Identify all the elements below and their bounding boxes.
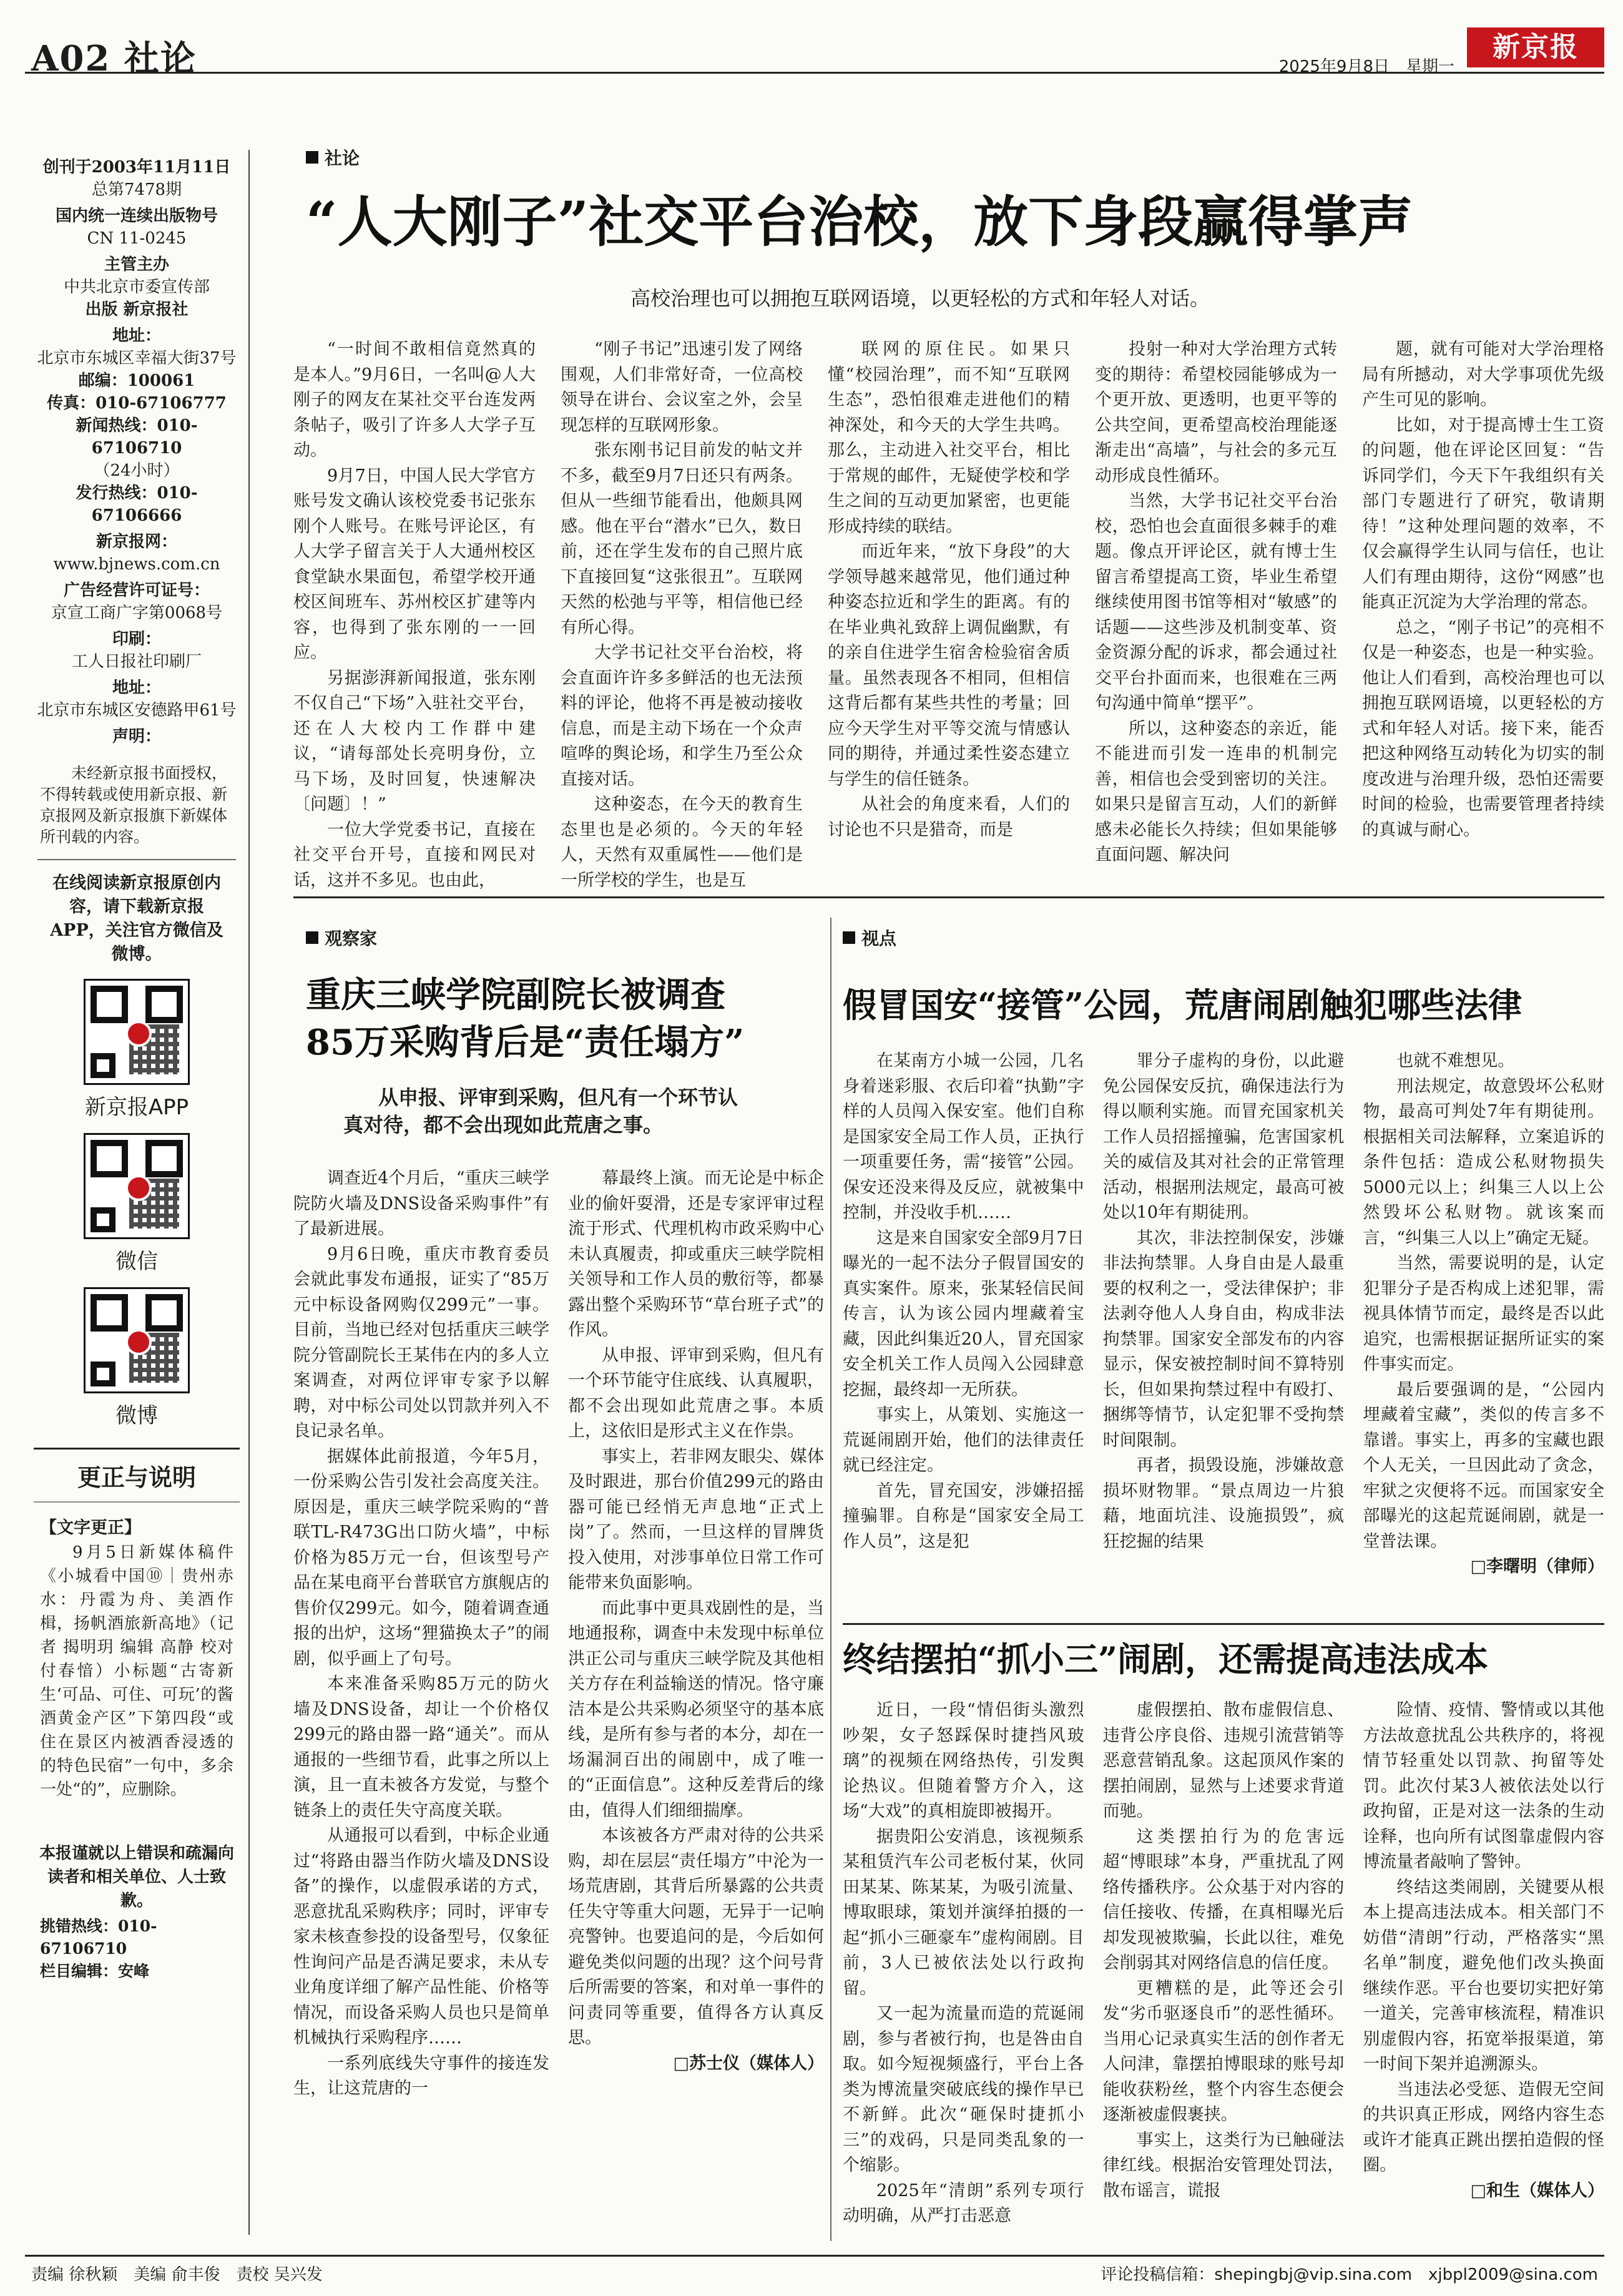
viewpoint-tag-label: 视点 [861,928,897,949]
observer-subhead-line1: 从申报、评审到采购，但凡有一个环节认 [378,1086,738,1109]
paragraph: 当违法必受惩、造假无空间的共识真正形成，网络内容生态或许才能真正跳出摆拍造假的怪圈。 [1363,2079,1604,2175]
editorial-tag [306,145,360,170]
paragraph: 罪分子虚构的身份，以此避免公园保安反抗，确保违法行为得以顺利实施。而冒充国家机关工作人员招摇撞骗，危害国家机关的威信及其对社会的正常管理活动，根据刑法规定，最高可被处以10年有期徒刑。 [1102,1051,1345,1222]
sponsor-label: 主管主办 [104,255,169,274]
viewpoint-article2-body [843,1698,1604,2241]
article-column [843,1698,1084,2241]
paragraph: 投射一种对大学治理方式转变的期待：希望校园能够成为一个更开放、更透明，也更平等的公共空间，更希望高校治理能逐渐走出“高墙”，与社会的多元互动形成良性循环。 [1095,340,1337,486]
paragraph: 另据澎湃新闻报道，张东刚不仅自己“下场”入驻社交平台，还在人大校内工作群中建议，“请每部处长亮明身份，立马下场，及时回复，快速解决〔问题〕！” [293,668,536,814]
article-column [1095,337,1337,874]
paragraph: 从社会的角度来看，人们的讨论也不只是猎奇，而是 [828,795,1070,840]
observer-headline-line1: 重庆三峡学院副院长被调查 [306,974,725,1016]
correction-title: 更正与说明 [34,1448,240,1503]
footer-editors: 责编 徐秋颖 美编 俞丰俊 责校 吴兴发 [31,2265,323,2284]
copyright-statement [25,763,248,848]
paragraph: □李曙明（律师） [1470,1557,1604,1576]
paragraph: 近日，一段“情侣街头激烈吵架，女子怒踩保时捷挡风玻璃”的视频在网络热传，引发舆论热议。但随着警方介入，这场“大戏”的真相旋即被揭开。 [843,1700,1084,1821]
paragraph: 从通报可以看到，中标企业通过“将路由器当作防火墙及DNS设备”的操作，以虚假承诺的方式，恶意扰乱采购秩序；同时，评审专家未核查参投的设备型号，仅象征性询问产品是否满足要求，未从专业角度详细了解产品性能、价格等情况，而设备采购人员也只是简单机械执行采购程序…… [293,1826,549,2048]
observer-subhead-line2: 真对待，都不会出现如此荒唐之事。 [343,1113,664,1137]
correction-text [25,1541,248,1802]
wechat-qr-label: 微信 [115,1249,158,1274]
paragraph: 虚假摆拍、散布虚假信息、违背公序良俗、违规引流营销等恶意营销乱象。这起顶风作案的摆拍闹剧，显然与上述要求背道而驰。 [1102,1700,1345,1821]
observer-tag [306,925,377,950]
wechat-qr-code[interactable] [84,1133,190,1239]
viewpoint-article1-body [843,1049,1604,1611]
paragraph: 联网的原住民。如果只懂“校园治理”，而不知“互联网生态”，恐怕很难走进他们的精神深处，和今天的大学生共鸣。那么，主动进入社交平台，相比于常规的邮件，无疑使学校和学生之间的互动更加紧密，也更能形成持续的联结。 [828,340,1070,536]
paragraph: 9月7日，中国人民大学官方账号发文确认该校党委书记张东刚个人账号。在账号评论区，有人大学子留言关于人大通州校区食堂缺水果面包，希望学校开通校区间班车、苏州校区扩建等内容，也得到了张东刚的一一回应。 [293,466,536,662]
correction-phone: 挑错热线：010-67106710 [40,1917,157,1958]
ad-license: 京宣工商广字第0068号 [51,604,223,622]
paragraph: “刚子书记”迅速引发了网络围观，人们非常好奇，一位高校领导在讲台、会议室之外，会呈现怎样的互联网形象。 [561,340,803,435]
address-label: 地址： [112,326,161,345]
page-footer [25,2255,1604,2284]
app-qr-code[interactable] [84,979,190,1085]
column-editor: 栏目编辑：安峰 [40,1962,150,1980]
paragraph: 一位大学党委书记，直接在社交平台开号，直接和网民对话，这并不多见。也由此， [293,820,536,890]
paragraph: 刑法规定，故意毁坏公私财物，最高可判处7年有期徒刑。根据相关司法解释，立案追诉的条件包括：造成公私财物损失5000元以上；纠集三人以上公然毁坏公私财物。就该案而言，“纠集三人以上”确定无疑。 [1363,1076,1604,1248]
article-column [1362,337,1604,874]
viewpoint-tag [843,925,896,950]
article-column [1363,1698,1604,2241]
paragraph: □和生（媒体人） [1470,2181,1604,2200]
paragraph: 总之，“刚子书记”的亮相不仅是一种姿态，也是一种实验。他让人们看到，高校治理也可以拥抱互联网语境，以更轻松的方式和年轻人对话。接下来，能否把这种网络互动转化为切实的制度改进与治理升级，恐怕还需要时间的检验，也需要管理者持续的真诚与耐心。 [1362,617,1604,840]
page-section-label: A02 社论 [31,38,197,79]
paragraph: 据媒体此前报道，今年5月，一份采购公告引发社会高度关注。原因是，重庆三峡学院采购的“普联TL-R473G出口防火墙”，中标价格为85万元一台，但该型号产品在某电商平台普联官方旗舰店的售价仅299元。如今，随着调查通报的出炉，这场“狸猫换太子”的闹剧，似乎画上了句号。 [293,1446,549,1669]
article-column [293,1166,549,2240]
ad-license-label: 广告经营许可证号： [63,581,210,600]
weibo-qr-code[interactable] [84,1287,190,1393]
paragraph: 当然，需要说明的是，认定犯罪分子是否构成上述犯罪，需视具体情节而定，最终是否以此追究，也需根据证据所证实的案件事实而定。 [1363,1253,1604,1374]
correction-tag: 【文字更正】 [40,1518,141,1538]
article-column [1103,1698,1345,2241]
printer: 工人日报社印刷厂 [71,652,202,671]
paragraph: 这类摆拍行为的危害远超“博眼球”本身，严重扰乱了网络传播秩序。公众基于对内容的信任接收、传播，在真相曝光后却发现被欺骗，长此以往，难免会削弱其对网络信息的信任度。 [1102,1827,1345,1973]
paragraph: 险情、疫情、警情或以其他方法故意扰乱公共秩序的，将视情节轻重处以罚款、拘留等处罚。此次付某3人被依法处以行政拘留，正是对这一法条的生动诠释，也向所有试图靠虚假内容博流量者敲响了警钟。 [1363,1700,1604,1872]
paragraph: 事实上，从策划、实施这一荒诞闹剧开始，他们的法律责任就已经注定。 [843,1405,1084,1475]
website-label: 新京报网： [96,532,177,551]
paragraph: 首先，冒充国安，涉嫌招摇撞骗罪。自称是“国家安全局工作人员”，这是犯 [843,1481,1084,1551]
paragraph: 终结这类闹剧，关键要从根本上提高违法成本。相关部门不妨借“清朗”行动，严格落实“黑名单”制度，避免他们改头换面继续作恶。平台也要切实把好第一道关，完善审核流程，精准识别虚假内容，拓宽举报渠道，第一时间下架并追溯源头。 [1363,1877,1604,2074]
article-column [1363,1049,1604,1611]
cn-label: 国内统一连续出版物号 [55,207,218,225]
paragraph: 更糟糕的是，此等还会引发“劣币驱逐良币”的恶性循环。当用心记录真实生活的创作者无人问津，靠摆拍博眼球的账号却能收获粉丝，整个内容生态便会逐渐被虚假裹挟。 [1102,1978,1345,2124]
article-column [843,1049,1084,1611]
article-divider [843,1623,1604,1625]
sponsor: 中共北京市委宣传部 [63,278,210,297]
news-hotline-note: （24小时） [94,461,180,480]
section-divider [293,896,1604,898]
founded-date: 创刊于2003年11月11日 [42,158,231,177]
paragraph: 当然，大学书记社交平台治校，恐怕也会直面很多棘手的难题。像点开评论区，就有博士生留言希望提高工资，毕业生希望继续使用图书馆等相对“敏感”的话题——这些涉及机制变革、资金资源分配的诉求，都会通过社交平台扑面而来，也很难在三两句沟通中简单“摆平”。 [1095,491,1337,713]
column-divider [830,918,831,2241]
copyright-text: 未经新京报书面授权，不得转载或使用新京报、新京报网及新京报旗下新媒体所刊载的内容。 [40,764,228,846]
paragraph: 所以，这种姿态的亲近，能不能进而引发一连串的机制完善，相信也会受到密切的关注。如果只是留言互动，人们的新鲜感未必能长久持续；但如果能够直面问题、解决问 [1095,719,1337,865]
paragraph: 幕最终上演。而无论是中标企业的偷奸耍滑，还是专家评审过程流于形式、代理机构市政采购中心未认真履责，抑或重庆三峡学院相关领导和工作人员的敷衍等，都暴露出整个采购环节“草台班子式”的作风。 [568,1169,824,1340]
distribution-hotline: 发行热线：010-67106666 [76,484,198,525]
cn-number: CN 11-0245 [87,229,187,248]
fax: 传真：010-67106777 [47,394,227,413]
printer-address-label: 地址： [112,679,161,697]
printer-label: 印刷： [112,630,161,649]
editorial-subhead: 高校治理也可以拥抱互联网语境，以更轻松的方式和年轻人对话。 [630,287,1210,310]
article-column [293,337,536,890]
paragraph: 这种姿态，在今天的教育生态里也是必须的。今天的年轻人，天然有双重属性——他们是一所学校的学生，也是互 [561,795,803,890]
paragraph: 事实上，若非网友眼尖、媒体及时跟进，那台价值299元的路由器可能已经悄无声息地“正式上岗”了。然而，一旦这样的冒牌货投入使用，对涉事单位日常工作可能带来负面影响。 [568,1446,824,1592]
correction-notice: 本报谨就以上错误和疏漏向读者和相关单位、人士致歉。 [39,1844,234,1910]
paragraph: 最后要强调的是，“公园内埋藏着宝藏”，类似的传言多不靠谱。事实上，再多的宝藏也跟个人无关，一旦因此动了贪念，牢狱之灾便将不远。而国家安全部曝光的这起荒诞闹剧，就是一堂普法课。 [1363,1380,1604,1551]
section-marker-icon [306,931,318,944]
paragraph: 这是来自国家安全部9月7日曝光的一起不法分子假冒国安的真实案件。原来，张某轻信民间传言，认为该公园内埋藏着宝藏，因此纠集近20人，冒充国家安全机关工作人员闯入公园肆意挖掘，最终却一无所获。 [843,1228,1084,1400]
website-url[interactable]: www.bjnews.com.cn [53,555,220,574]
observer-tag-label: 观察家 [325,928,378,949]
paragraph: 从申报、评审到采购，但凡有一个环节能守住底线、认真履职，都不会出现如此荒唐之事。本质上，这依旧是形式主义在作祟。 [568,1345,824,1441]
section-marker-icon [306,151,318,164]
publication-info [25,150,248,758]
weibo-qr-label: 微博 [115,1403,158,1428]
paragraph: 也就不难想见。 [1396,1051,1515,1071]
app-qr-label: 新京报APP [84,1095,189,1120]
paragraph: 调查近4个月后，“重庆三峡学院防火墙及DNS设备采购事件”有了最新进展。 [293,1169,549,1239]
paragraph: 张东刚书记目前发的帖文并不多，截至9月7日还只有两条。但从一些细节能看出，他颇具网感。他在平台“潜水”已久，数日前，还在学生发布的自己照片底下直接回复“这张很丑”。互联网天然的松弛与平等，相信他已经有所心得。 [561,441,803,637]
correction-contact [25,1913,248,1985]
address: 北京市东城区幸福大街37号 [37,349,237,368]
article-column [568,1166,824,2240]
paragraph: 本该被各方严肃对待的公共采购，却在层层“责任塌方”中沦为一场荒唐剧，其背后所暴露的公共责任失守等重大问题，无异于一记响亮警钟。也要追问的是，今后如何避免类似问题的出现？这个问号背后所需要的答案，和对单一事件的问责同等重要，值得各方认真反思。 [568,1826,824,2048]
paragraph: 题，就有可能对大学治理格局有所撼动，对大学事项优先级产生可见的影响。 [1362,340,1604,410]
paragraph: 比如，对于提高博士生工资的问题，他在评论区回复：“告诉同学们，今天下午我组织有关部门专题进行了研究，敬请期待！”这种处理问题的效率，不仅会赢得学生认同与信任，也让人们有理由期待，这份“网感”也能真正沉淀为大学治理的常态。 [1362,415,1604,612]
observer-headline-line2: 85万采购背后是“责任塌方” [306,1022,745,1063]
sidebar-divider [37,859,236,860]
section-marker-icon [843,931,855,944]
statement-label: 声明： [112,727,161,746]
paragraph: “一时间不敢相信竟然真的是本人。”9月6日，一名叫@人大刚子的网友在某社交平台连发两条帖子，吸引了许多人大学子互动。 [293,340,536,460]
paragraph: 一系列底线失守事件的接连发生，让这荒唐的一 [293,2053,549,2098]
app-promo: 在线阅读新京报原创内容，请下载新京报APP，关注官方微信及微博。 [50,873,223,964]
page-header [25,24,1604,79]
editorial-headline: “人大刚子”社交平台治校，放下身段赢得掌声 [306,189,1413,254]
paragraph: 又一起为流量而造的荒诞闹剧，参与者被行拘，也是咎由自取。如今短视频盛行，平台上各类为博流量突破底线的操作早已不新鲜。此次“砸保时捷抓小三”的戏码，只是同类乱象的一个缩影。 [843,2004,1084,2175]
editorial-body [293,337,1604,890]
paragraph: 2025年“清朗”系列专项行动明确，从严打击恶意 [843,2181,1084,2225]
editorial-tag-label: 社论 [325,148,360,169]
issue-number: 总第7478期 [91,180,182,199]
article-column [1103,1049,1345,1611]
viewpoint-headline-1: 假冒国安“接管”公园，荒唐闹剧触犯哪些法律 [843,985,1522,1025]
paragraph: 其次，非法控制保安，涉嫌非法拘禁罪。人身自由是人最重要的权利之一，受法律保护；非法剥夺他人人身自由，构成非法拘禁罪。国家安全部发布的内容显示，保安被控制时间不算特别长，但如果拘禁过程中有殴打、捆绑等情节，认定犯罪不受拘禁时间限制。 [1102,1228,1345,1450]
paragraph: 事实上，这类行为已触碰法律红线。根据治安管理处罚法，散布谣言，谎报 [1102,2130,1345,2200]
correction-body: 9月5日新媒体稿件《小城看中国⑩｜贵州赤水：丹霞为舟、美酒作楫，扬帆酒旅新高地》（记者 揭明玥 编辑 高静 校对 付春愔）小标题“古寄新生‘可品、可住、可玩’的酱酒黄金产区”下第四段“或住在景区内被酒香浸透的的特色民宿”一句中，多余一处“的”，应删除。 [40,1543,233,1799]
article-column [828,337,1070,874]
paragraph: 在某南方小城一公园，几名身着迷彩服、衣后印着“执勤”字样的人员闯入保安室。他们自称是国家安全局工作人员，正执行一项重要任务，需“接管”公园。保安还没来得及反应，就被集中控制，并没收手机…… [843,1051,1084,1222]
sidebar [25,150,250,2235]
paragraph: 据贵阳公安消息，该视频系某租赁汽车公司老板付某，伙同田某某、陈某某，为吸引流量、博取眼球，策划并演绎拍摄的一起“抓小三砸豪车”虚构闹剧。目前，3人已被依法处以行政拘留。 [843,1827,1084,1998]
observer-body [293,1166,824,2240]
issue-date: 2025年9月8日 星期一 [1278,57,1454,76]
footer-contact-emails[interactable]: 评论投稿信箱：shepingbj@vip.sina.com xjbpl2009@sina.com [1101,2265,1598,2284]
printer-address: 北京市东城区安德路甲61号 [37,701,237,720]
paragraph: 再者，损毁设施，涉嫌故意损坏财物罪。“景点周边一片狼藉，地面坑洼、设施损毁”，疯狂挖掘的结果 [1102,1456,1345,1551]
observer-headline [306,971,818,1066]
masthead-logo: 新京报 [1467,27,1604,67]
paragraph: 而近年来，“放下身段”的大学领导越来越常见，他们通过种种姿态拉近和学生的距离。有的在毕业典礼致辞上调侃幽默，有的亲自住进学生宿舍检验宿舍质量。虽然表现各不相同，但相信这背后都有某些共性的考量；回应今天学生对平等交流与情感认同的期待，并通过柔性姿态建立与学生的信任链条。 [828,542,1070,789]
paragraph: 本来准备采购85万元的防火墙及DNS设备，却让一个价格仅299元的路由器一路“通关”。而从通报的一些细节看，此事之所以上演，且一直未被各方发觉，与整个链条上的责任失守高度关联。 [293,1674,549,1820]
paragraph: 大学书记社交平台治校，将会直面许许多多鲜活的也无法预料的评论，他将不再是被动接收信息，而是主动下场在一个众声喧哗的舆论场，和学生乃至公众直接对话。 [561,643,803,789]
paragraph: 而此事中更具戏剧性的是，当地通报称，调查中未发现中标单位洪正公司与重庆三峡学院及其他相关方存在利益输送的情况。恪守廉洁本是公共采购必须坚守的基本底线，是所有参与者的本分，却在一场漏洞百出的闹剧中，成了唯一的“正面信息”。这种反差背后的缘由，值得人们细细揣摩。 [568,1598,824,1820]
news-hotline: 新闻热线：010-67106710 [76,416,198,458]
viewpoint-headline-2: 终结摆拍“抓小三”闹剧，还需提高违法成本 [843,1639,1489,1679]
publisher: 出版 新京报社 [85,300,189,319]
paragraph: 9月6日晚，重庆市教育委员会就此事发布通报，证实了“85万元中标设备网购仅299元”一事。目前，当地已经对包括重庆三峡学院分管副院长王某伟在内的多人立案调查，对两位评审专家予以解聘，对中标公司处以罚款并列入不良记录名单。 [293,1244,549,1441]
observer-subhead [343,1084,818,1139]
paragraph: □苏士仪（媒体人） [673,2053,824,2073]
article-column [561,337,803,890]
postcode: 邮编：100061 [78,371,195,390]
